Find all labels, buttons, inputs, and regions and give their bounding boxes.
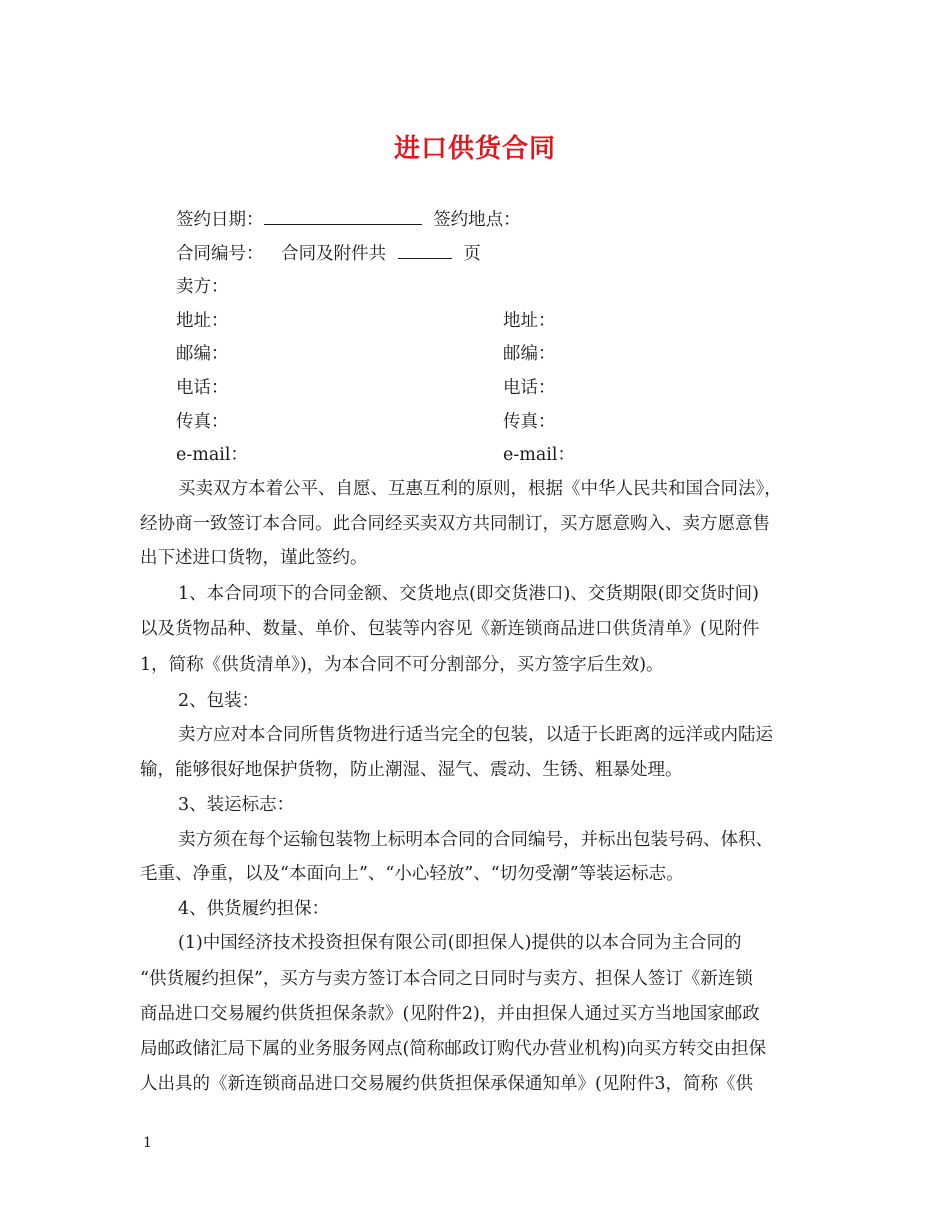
left-fax: 传真： <box>176 412 229 432</box>
body-line: 经协商一致签订本合同。此合同经买卖双方共同制订，买方愿意购入、卖方愿意售 <box>140 514 770 534</box>
body-line: 卖方须在每个运输包装物上标明本合同的合同编号，并标出包装号码、体积、 <box>178 830 773 850</box>
body-line: 局邮政储汇局下属的业务服务网点(简称邮政订购代办营业机构)向买方转交由担保 <box>140 1039 767 1059</box>
sign-place-label: 签约地点： <box>433 210 521 230</box>
pages-blank <box>398 242 452 259</box>
body-line: 商品进口交易履约供货担保条款》(见附件2)，并由担保人通过买方当地国家邮政 <box>140 1004 760 1024</box>
right-phone: 电话： <box>503 378 556 398</box>
body-line: 输，能够很好地保护货物，防止潮湿、湿气、震动、生锈、粗暴处理。 <box>140 760 683 780</box>
body-line: 买卖双方本着公平、自愿、互惠互利的原则，根据《中华人民共和国合同法》， <box>178 479 782 499</box>
pages-prefix: 合同及附件共 <box>281 244 387 264</box>
section-heading: 4、供货履约担保： <box>178 899 330 919</box>
body-line: 人出具的《新连锁商品进口交易履约供货担保承保通知单》(见附件3，简称《供 <box>140 1074 753 1094</box>
contract-no-row <box>176 242 481 265</box>
sign-info-row <box>176 208 521 231</box>
body-line: 1，简称《供货清单》)，为本合同不可分割部分，买方签字后生效)。 <box>140 655 664 675</box>
section-heading: 2、包装： <box>178 691 260 711</box>
seller-label: 卖方： <box>176 277 229 297</box>
right-postcode: 邮编： <box>503 344 556 364</box>
contract-no-label: 合同编号： <box>176 244 264 264</box>
body-line: (1)中国经济技术投资担保有限公司(即担保人)提供的以本合同为主合同的 <box>178 933 742 953</box>
right-fax: 传真： <box>503 412 556 432</box>
body-line: 1、本合同项下的合同金额、交货地点(即交货港口)、交货期限(即交货时间) <box>178 584 759 604</box>
body-line: “供货履约担保”，买方与卖方签订本合同之日同时与卖方、担保人签订《新连锁 <box>140 969 753 989</box>
right-address: 地址： <box>503 311 556 331</box>
left-postcode: 邮编： <box>176 344 229 364</box>
body-line: 毛重、净重，以及“本面向上”、“小心轻放”、“切勿受潮”等装运标志。 <box>140 864 684 884</box>
sign-date-label: 签约日期： <box>176 210 264 230</box>
left-email: e-mail： <box>176 445 248 465</box>
body-line: 以及货物品种、数量、单价、包装等内容见《新连锁商品进口供货清单》(见附件 <box>140 619 760 639</box>
right-email: e-mail： <box>503 445 575 465</box>
left-address: 地址： <box>176 311 229 331</box>
left-phone: 电话： <box>176 378 229 398</box>
body-line: 出下述进口货物，谨此签约。 <box>140 548 368 568</box>
document-title: 进口供货合同 <box>393 134 556 164</box>
section-heading: 3、装运标志： <box>178 795 295 815</box>
body-line: 卖方应对本合同所售货物进行适当完全的包装，以适于长距离的远洋或内陆运 <box>178 725 773 745</box>
pages-suffix: 页 <box>463 244 481 264</box>
page-number: 1 <box>143 1135 152 1151</box>
sign-date-blank <box>264 208 422 225</box>
